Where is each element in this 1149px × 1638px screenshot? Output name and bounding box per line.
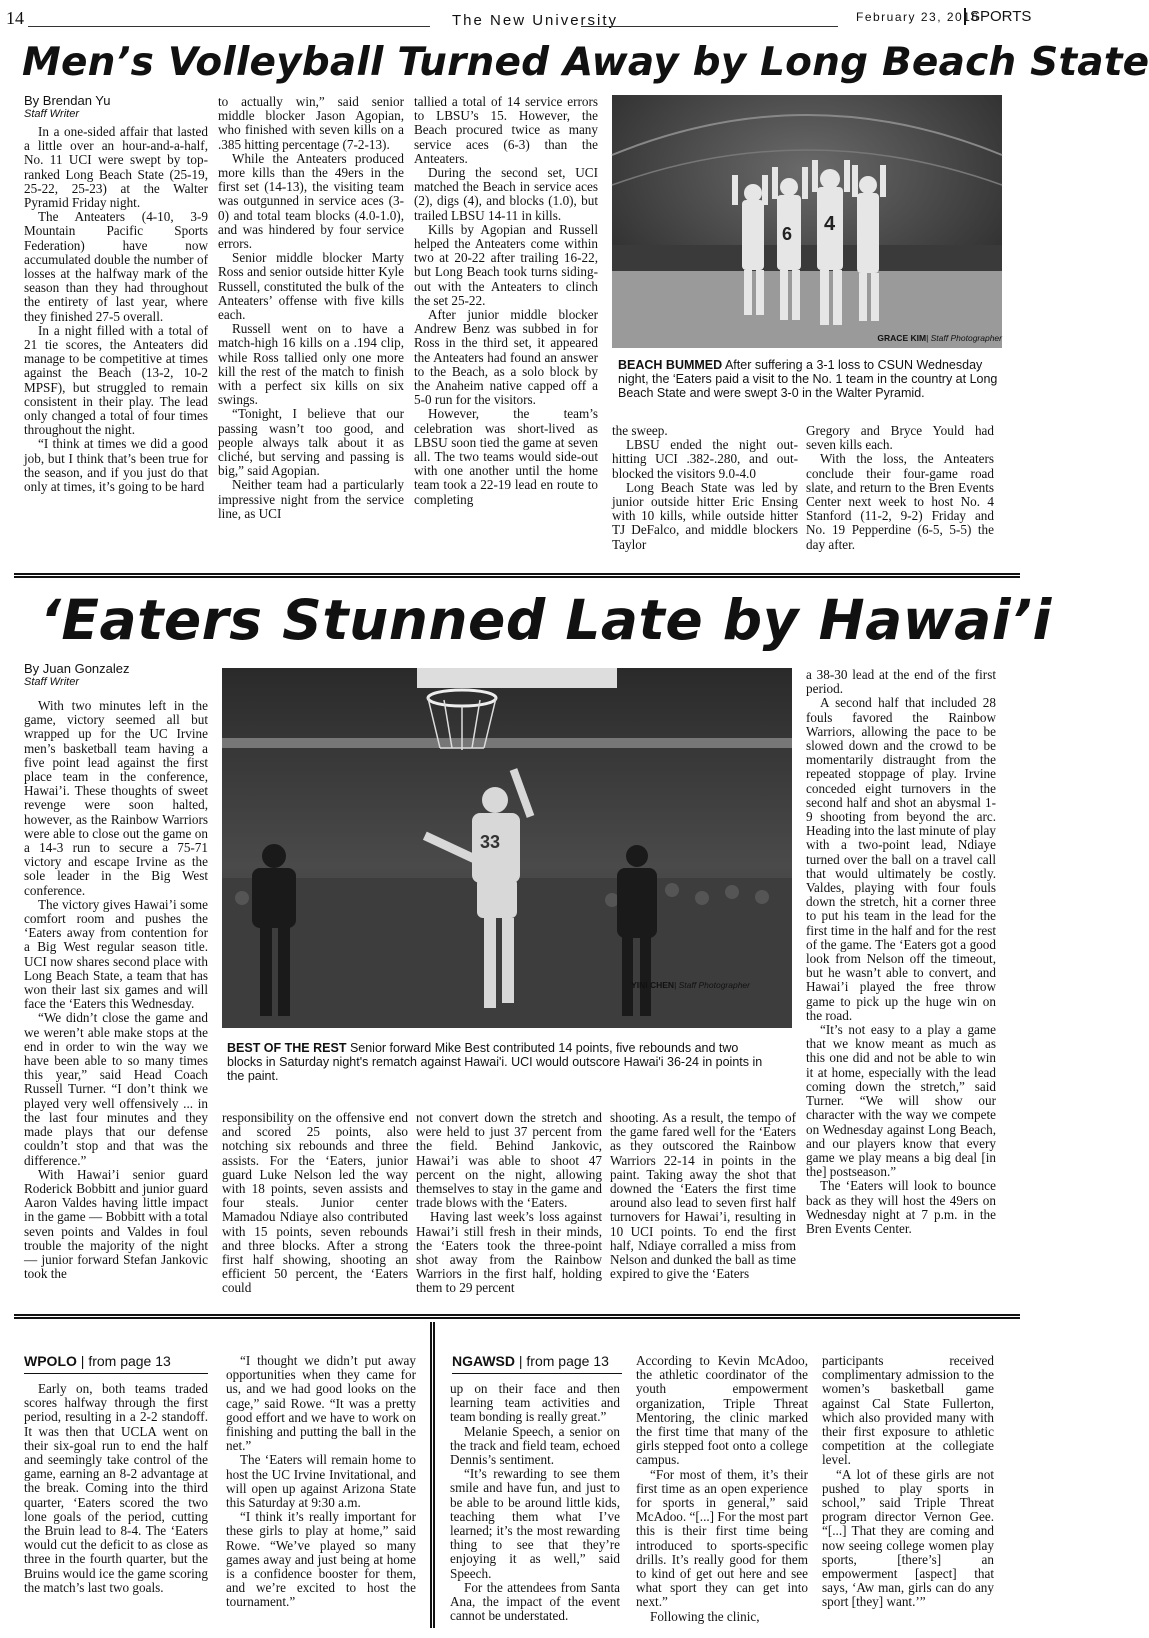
byline-author: By Juan Gonzalez <box>24 661 130 676</box>
volleyball-column-5 <box>806 424 994 555</box>
svg-text:33: 33 <box>480 832 501 852</box>
credit-name: GRACE KIM <box>877 333 927 343</box>
ngawsd-column-2 <box>636 1354 808 1630</box>
paragraph: Having last week’s loss against Hawai’i still fresh in their minds, the ‘Eaters took the three-point shot away from the Rainbow Warriors in the first half, holding them to 29 percent <box>416 1209 602 1296</box>
paragraph: Gregory and Bryce Yould had seven kills each. <box>806 423 994 453</box>
section-divider <box>14 573 1020 578</box>
paragraph: to actually win,” said senior middle blocker Jason Agopian, who finished with seven kills on a .385 hitting percentage (7-2-13). <box>218 94 404 152</box>
paragraph: Kills by Agopian and Russell helped the Anteaters come within two at 20-22 after trailing 16-22, but Long Beach took turns siding-out with the Anteaters to clinch the set 25-22. <box>414 221 598 308</box>
paragraph: In a night filled with a total of 21 tie scores, the Anteaters did manage to be competitive at times against the Beach (13-2, 10-2 MPSF), but struggled to remain consistent in their play. The lead only changed a total of four times throughout the night. <box>24 322 208 438</box>
section-label: SPORTS <box>964 8 1031 25</box>
basketball-byline <box>24 661 130 688</box>
paragraph: A second half that included 28 fouls favored the Rainbow Warriors, allowing the pace to be slowed down and the crowd to be momentarily distraught from the repeated stoppage of play. Irvine conceded eight turnovers in the second half and shot an abysmal 1-9 shooting from beyond the arc. Heading into the last minute of play with a two-point lead, Ndiaye turned over the ball on a travel call that would ultimately be costly. Valdes, playing with four fouls down the stretch, hit a corner three to put his team in the lead for the first time in the half and for the rest of the game. The ‘Eaters got a good look from Nelson off the timeout, but he wasn’t able to convert, and Hawai’i played the free throw game to pick up the huge win on the road. <box>806 695 996 1023</box>
ngawsd-jump-head: NGAWSD | from page 13 <box>452 1353 609 1369</box>
jump-rule <box>452 1373 622 1374</box>
paragraph: “A lot of these girls are not pushed to play sports in school,” said Triple Threat program director Vernon Gee. “[...] That they are coming and now seeing college women play sports, [there’s] an empowerment [aspect] that says, ‘Aw man, girls can do any sport [they] want.’” <box>822 1466 994 1610</box>
paragraph: a 38-30 lead at the end of the first period. <box>806 667 996 697</box>
paragraph: Russell went on to have a match-high 16 kills on a .194 clip, while Ross tallied only one more kill the rest of the match to finish with a perfect six kills on six swings. <box>218 321 404 408</box>
volleyball-photo-credit: GRACE KIM| Staff Photographer <box>877 333 1002 343</box>
paragraph: up on their face and then learning team activities and team bonding is really great.” <box>450 1381 620 1425</box>
credit-name: YINI CHEN <box>631 980 675 990</box>
jump-from: from page 13 <box>88 1353 171 1369</box>
paragraph: shooting. As a result, the tempo of the game fared well for the ‘Eaters as they outscored the Rainbow Warriors 22-14 in points in the paint. Taking away the shot that downed the ‘Eaters the first time around also lead to seven first half turnovers for Hawai’i, resulting in 10 UCI points. To end the first half, Ndiaye corralled a miss from Nelson and dunked the ball as time expired to give the ‘Eaters <box>610 1110 796 1282</box>
caption-head: BEACH BUMMED <box>618 358 723 372</box>
jump-label: WPOLO <box>24 1353 77 1369</box>
ngawsd-column-1 <box>450 1382 620 1630</box>
paragraph: “It’s rewarding to see them smile and have fun, and just to be able to be around little kids, teaching them what I’ve learned; it’s the most rewarding thing to see that they’re enjoying it as well,” said Speech. <box>450 1466 620 1581</box>
basketball-caption <box>227 1041 767 1083</box>
paragraph: Senior middle blocker Marty Ross and senior outside hitter Kyle Russell, constituted the bulk of the Anteaters’ offense with five kills each. <box>218 250 404 323</box>
credit-role: Staff Photographer <box>678 980 750 990</box>
caption-head: BEST OF THE REST <box>227 1041 347 1055</box>
wpolo-column-1 <box>24 1382 208 1630</box>
header-rule-right <box>581 26 838 27</box>
publication-name: The New University <box>452 12 619 29</box>
volleyball-column-3 <box>414 95 598 555</box>
credit-role: Staff Photographer <box>930 333 1002 343</box>
basketball-column-5 <box>806 668 996 1299</box>
paragraph: However, the team’s celebration was short-lived as LBSU soon tied the game at seven all. The two teams would side-out with one another until the home team took a 22-19 lead en route to completing <box>414 406 598 507</box>
svg-text:6: 6 <box>782 224 793 244</box>
paragraph: The ‘Eaters will look to bounce back as they will host the 49ers on Wednesday night at 7 p.m. in the Bren Events Center. <box>806 1178 996 1236</box>
basketball-column-3 <box>416 1111 602 1299</box>
issue-date: February 23, 2016 <box>856 10 980 24</box>
volleyball-caption <box>618 358 1002 400</box>
paragraph: During the second set, UCI matched the Beach in service aces (2), digs (4), and blocks (1.0), but trailed LBSU 14-11 in kills. <box>414 165 598 223</box>
basketball-photo-art <box>222 668 792 1028</box>
wpolo-column-2 <box>226 1354 416 1630</box>
paragraph: According to Kevin McAdoo, the athletic coordinator of the youth empowerment organization, Triple Threat Mentoring, the clinic marked the first time that many of the girls stepped foot onto a college campus. <box>636 1353 808 1468</box>
basketball-column-1 <box>24 699 208 1299</box>
paragraph: responsibility on the offensive end and scored 25 points, also notching six rebounds and three assists. For the ‘Eaters, junior guard Luke Nelson led the way with 18 points, seven assists and four steals. Junior center Mamadou Ndiaye also contributed with 15 points, seven rebounds and three blocks. After a strong first half showing, shooting an efficient 50 percent, the ‘Eaters could <box>222 1110 408 1296</box>
basketball-column-4 <box>610 1111 796 1299</box>
paragraph: Early on, both teams traded scores halfway through the first period, resulting in a 2-2 standoff. It was then that UCLA went on their six-goal run to end the half and seemingly take control of the game, earning an 8-2 advantage at the break. Coming into the third quarter, ‘Eaters scored the two lone goals of the period, cutting the Bruin lead to 8-4. The ‘Eaters would cut the deficit to as close as three in the fourth quarter, but the Bruins would ice the game scoring the match’s last two goals. <box>24 1381 208 1595</box>
paragraph: The victory gives Hawai’i some comfort room and pushes the ‘Eaters away from contention for a Big West regular season title. UCI now shares second place with Long Beach State, a team that has won their last six games and will face the ‘Eaters this Wednesday. <box>24 896 208 1012</box>
byline-author: By Brendan Yu <box>24 93 111 108</box>
paragraph: After junior middle blocker Andrew Benz was subbed in for Ross in the third set, it appeared the Anteaters had found an answer to the Beach, as a solo block by the Anaheim native capped off a 5-0 run for the visitors. <box>414 307 598 408</box>
paragraph: the sweep. <box>612 423 668 438</box>
paragraph: For the attendees from Santa Ana, the impact of the event cannot be understated. <box>450 1579 620 1624</box>
header-rule-left <box>28 26 430 27</box>
basketball-photo-credit: YINI CHEN| Staff Photographer <box>631 980 750 990</box>
paragraph: “I think at times we did a good job, but I think that’s been true for the season, and if you just do that only at times, it’s going to be hard <box>24 436 208 495</box>
basketball-column-2 <box>222 1111 408 1299</box>
paragraph: Long Beach State was led by junior outside hitter Eric Ensing with 10 kills, while outside hitter TJ DeFalco, and middle blockers Taylor <box>612 479 798 552</box>
volleyball-photo <box>612 95 1002 348</box>
paragraph: “I think it’s really important for these girls to play at home,” said Rowe. “We’ve played so many games away and just being at home is a confidence booster for them, and we’re excited to host the tournament.” <box>226 1509 416 1610</box>
paragraph: not convert down the stretch and were held to just 37 percent from the field. Behind Jankovic, Hawai’i was able to shoot 47 percent on the night, allowing themselves to stay in the game and trade blows with the ‘Eaters. <box>416 1110 602 1211</box>
byline-role: Staff Writer <box>24 108 80 120</box>
page-number: 14 <box>6 8 24 28</box>
section-divider <box>14 1314 1020 1319</box>
jump-label: NGAWSD <box>452 1353 515 1369</box>
paragraph: “We didn’t close the game and we weren’t able make stops at the end in order to win the way we have been able to so many times this year,” said Head Coach Russell Turner. “I don’t think we played very well offensively ... in the last four minutes and they made plays that our defense couldn’t stop and that was the difference.” <box>24 1010 208 1168</box>
paragraph: With two minutes left in the game, victory seemed all but wrapped up for the UC Irvine men’s basketball team having a five point lead against the first place team in the conference, Hawai’i. These thoughts of sweet revenge were soon halted, however, as the Rainbow Warriors were able to close out the game on a 14-3 run to secure a 75-71 victory and escape Irvine as the sole leader in the Big West conference. <box>24 698 208 898</box>
paragraph: With Hawai’i senior guard Roderick Bobbitt and junior guard Aaron Valdes having little impact in the game — Bobbitt with a total seven points and Valdes in foul trouble the majority of the night — junior forward Stefan Jankovic took the <box>24 1166 208 1282</box>
svg-text:4: 4 <box>824 213 836 235</box>
ngawsd-column-3 <box>822 1354 994 1630</box>
caption-text: Senior forward Mike Best contributed 14 points, five rebounds and two blocks in Saturday night's rematch against Hawai'i. UCI would outscore Hawai'i 36-24 in points in the paint. <box>227 1041 763 1083</box>
paragraph: The ‘Eaters will remain home to host the UC Irvine Invitational, and will open up against Arizona State this Saturday at 9:30 a.m. <box>226 1452 416 1511</box>
paragraph: tallied a total of 14 service errors to LBSU’s 15. However, the Beach procured twice as many service aces (6-3) than the Anteaters. <box>414 94 598 166</box>
paragraph: Neither team had a particularly impressive night from the service line, as UCI <box>218 477 404 521</box>
paragraph: “I thought we didn’t put away opportunities when they came for us, and we had good looks on the cage,” said Rowe. “It was a pretty good effort and we have to work on finishing and putting the ball in the net.” <box>226 1353 416 1454</box>
wpolo-jump-head: WPOLO | from page 13 <box>24 1353 171 1369</box>
basketball-photo <box>222 668 792 1028</box>
volleyball-headline: Men’s Volleyball Turned Away by Long Beach State <box>22 40 1149 85</box>
paragraph: LBSU ended the night out-hitting UCI .382-.280, and out-blocked the visitors 9.0-4.0 <box>612 437 798 481</box>
paragraph: Melanie Speech, a senior on the track and field team, echoed Dennis’s sentiment. <box>450 1423 620 1468</box>
volleyball-photo-art <box>612 95 1002 348</box>
volleyball-byline <box>24 93 111 120</box>
jump-from: from page 13 <box>526 1353 609 1369</box>
byline-role: Staff Writer <box>24 676 80 688</box>
paragraph: While the Anteaters produced more kills than the 49ers in the first set (14-13), the visiting team was outgunned in service aces (3-0) and total team blocks (4.0-1.0), and was hindered by four service errors. <box>218 150 404 252</box>
page-header <box>6 8 1032 32</box>
volleyball-column-4 <box>612 424 798 555</box>
paragraph: With the loss, the Anteaters conclude their four-game road slate, and return to the Bren Events Center next week to host No. 4 Stanford (11-2, 9-2) Friday and No. 19 Pepperdine (6-5, 5-5) the day after. <box>806 451 994 552</box>
paragraph: The Anteaters (4-10, 3-9 Mountain Pacific Sports Federation) have now accumulated double the number of losses at the halfway mark of the season than they had throughout the entirety of last year, where they finished 27-5 overall. <box>24 209 208 324</box>
jump-divider <box>430 1322 435 1628</box>
paragraph: Following the clinic, <box>650 1608 760 1624</box>
paragraph: In a one-sided affair that lasted a little over an hour-and-a-half, No. 11 UCI were swept by top-ranked Long Beach State (25-19, 25-22, 25-23) at the Walter Pyramid Friday night. <box>24 124 208 211</box>
paragraph: “It’s not easy to a play a game that we know meant as much as this one did and not be able to win it at home, especially with the lead coming down the stretch,” said Turner. “We will show our character with the way we compete on Wednesday against Long Beach, and our players know that every game we play means a big deal [in the] postseason.” <box>806 1022 996 1180</box>
jump-rule <box>24 1373 208 1374</box>
basketball-headline: ‘Eaters Stunned Late by Hawai’i <box>40 588 1052 652</box>
volleyball-column-1 <box>24 125 208 555</box>
caption-text: After suffering a 3-1 loss to CSUN Wednesday night, the ‘Eaters paid a visit to the No. 1 team in the country at Long Beach State and were swept 3-0 in the Walter Pyramid. <box>618 358 998 400</box>
paragraph: “For most of them, it’s their first time as an open experience for sports in general,” said McAdoo. “[...] For the most part this is their first time being introduced to sports-specific drills. It’s really good for them to kind of get out here and see what sport they can get into next.” <box>636 1466 808 1610</box>
volleyball-column-2 <box>218 95 404 555</box>
paragraph: “Tonight, I believe that our passing wasn’t too good, and people always talk about it as cliché, but serving and passing is big,” said Agopian. <box>218 406 404 479</box>
paragraph: participants received complimentary admission to the women’s basketball game against Cal State Fullerton, which also provided many with their first exposure to athletic competition at the collegiate level. <box>822 1353 994 1468</box>
